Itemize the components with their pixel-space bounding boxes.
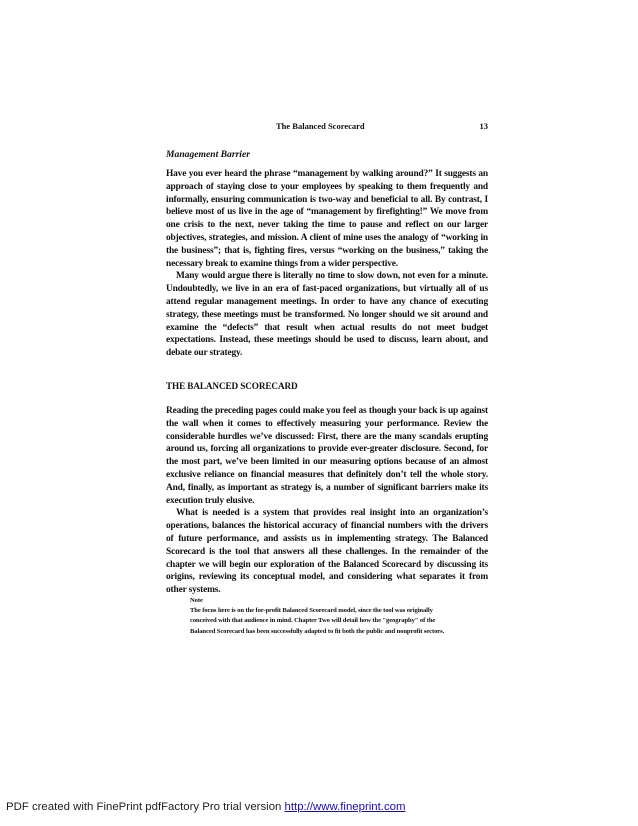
paragraph: Reading the preceding pages could make you feel as though your back is up against the wall when it comes to effectively measuring your performance. Review the considerable hurdles we’ve discussed: First, there are the many scandals erupting around us, forcing all organizations to provide ever-greater disclosure. Second, for the most part, we’ve been limited in our measuring options because of an almost exclusive reliance on financial measures that definitely don’t tell the whole story. And, finally, as important as strategy is, a number of significant barriers make its execution truly elusive.	[166, 406, 488, 506]
paragraph: What is needed is a system that provides real insight into an organization’s operations, balances the historical accuracy of financial numbers with the drivers of future performance, and assists us in implementing strategy. The Balanced Scorecard is the tool that answers all these challenges. In the remainder of the chapter we will begin our exploration of the Balanced Scorecard by discussing its origins, reviewing its conceptual model, and considering what separates it from other systems.	[166, 508, 488, 596]
pdf-footer	[6, 801, 405, 813]
section-management-barrier-body	[166, 168, 488, 360]
paragraph: Many would argue there is literally no time to slow down, not even for a minute. Undoubtedly, we live in an era of fast-paced organizations, but virtually all of us attend regular management meetings. In order to have any chance of executing strategy, these meetings must be transformed. No longer should we sit around and examine the “defects” that result when actual results do not meet budget expectations. Instead, these meetings should be used to discuss, learn about, and debate our strategy.	[166, 271, 488, 359]
section-balanced-scorecard-body	[166, 405, 488, 597]
running-header-title: The Balanced Scorecard	[276, 121, 365, 131]
note-box	[190, 596, 458, 637]
paragraph: Have you ever heard the phrase “management by walking around?” It suggests an approach of staying close to your employees by speaking to them frequently and informally, ensuring communication is two-way and beneficial to all. By contrast, I believe most of us live in the age of “management by firefighting!” We move from one crisis to the next, never taking the time to pause and reflect on our larger objectives, strategies, and mission. A client of mine uses the analogy of “working in the business”; that is, fighting fires, versus “working on the business,” taking the necessary break to examine things from a wider perspective.	[166, 169, 488, 269]
section-heading-balanced-scorecard: THE BALANCED SCORECARD	[166, 381, 298, 391]
note-label: Note	[190, 597, 203, 604]
running-header	[166, 121, 488, 133]
section-heading-management-barrier: Management Barrier	[166, 149, 250, 160]
page-number: 13	[479, 121, 488, 131]
footer-text: PDF created with FinePrint pdfFactory Pro trial version	[6, 801, 285, 813]
fineprint-link[interactable]: http://www.fineprint.com	[284, 801, 406, 813]
note-text: The focus here is on the for-profit Balanced Scorecard model, since the tool was originally conceived with that audience in mind. Chapter Two will detail how the "geography" of the Balanced Scorecard has been successfully adapted to fit both the public and nonprofit sectors.	[190, 607, 445, 635]
